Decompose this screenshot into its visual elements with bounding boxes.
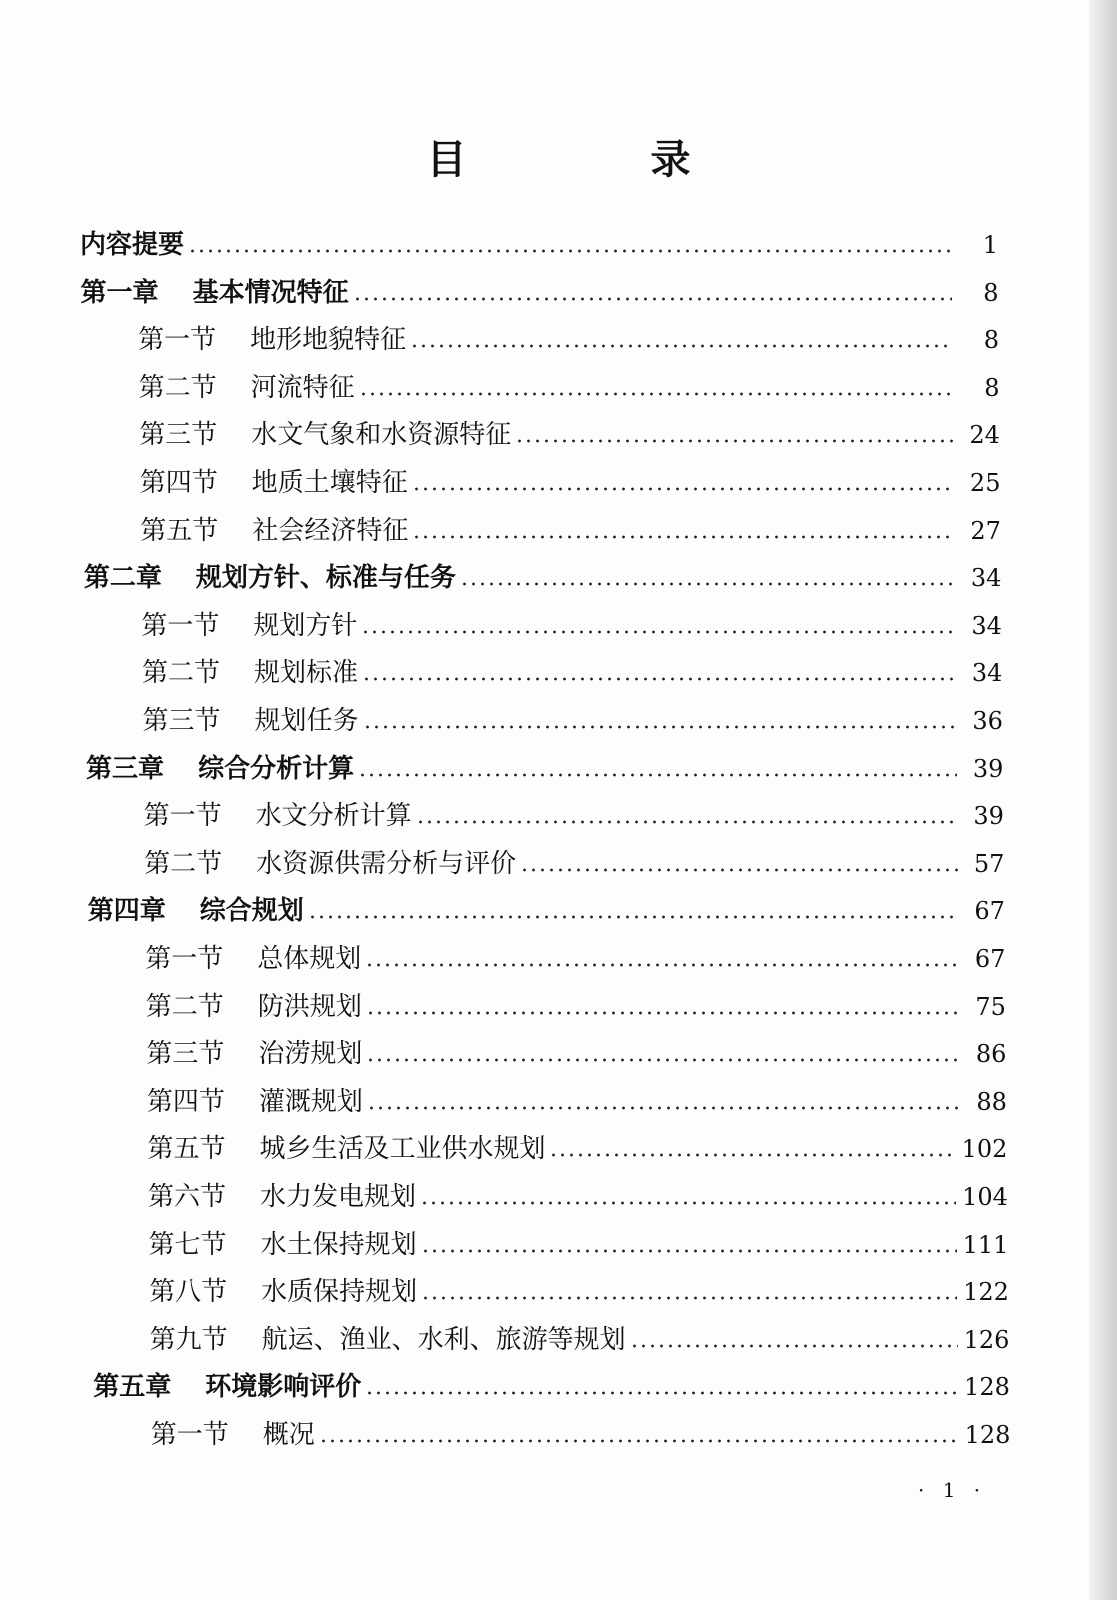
- toc-entry-title: 综合规划: [199, 896, 304, 927]
- toc-dot-leader: [421, 1248, 957, 1254]
- toc-entry-number: 第三节: [142, 706, 221, 736]
- toc-entry-number: 第七节: [148, 1229, 227, 1260]
- toc-entry-title: 社会经济特征: [252, 515, 409, 546]
- toc-entry-number: 第二节: [145, 991, 224, 1022]
- toc-entry-title: 水文气象和水资源特征: [251, 420, 512, 451]
- toc-entry-number: 第四章: [87, 896, 166, 927]
- toc-dot-leader: [358, 772, 957, 778]
- page-edge-shadow: [1089, 0, 1117, 1600]
- toc-entry-title: 环境影响评价: [205, 1372, 362, 1403]
- toc-entry-title: 防洪规划: [257, 991, 362, 1022]
- toc-dot-leader: [353, 296, 953, 302]
- toc-entry-title: 基本情况特征: [192, 277, 349, 308]
- toc-dot-leader: [361, 629, 956, 635]
- toc-entry-page: 8: [984, 373, 1000, 402]
- toc-entry: [81, 270, 999, 310]
- toc-entry-page: 8: [983, 278, 999, 307]
- toc-entry: [139, 365, 1000, 405]
- toc-dot-leader: [421, 1295, 957, 1301]
- toc-dot-leader: [460, 581, 956, 587]
- toc-entry-number: 第二章: [83, 563, 162, 594]
- toc-entry-number: 第九节: [149, 1324, 228, 1355]
- toc-entry-page: 126: [963, 1325, 1010, 1354]
- toc-entry: [139, 412, 1000, 452]
- toc-dot-leader: [412, 534, 955, 540]
- toc-entry-page: 104: [962, 1183, 1008, 1211]
- toc-entry: [86, 746, 1003, 786]
- toc-entry: [140, 460, 1001, 500]
- toc-dot-leader: [188, 248, 952, 254]
- page-number: · 1 ·: [918, 1478, 987, 1502]
- toc-entry: [146, 984, 1006, 1024]
- toc-entry-page: 102: [961, 1135, 1008, 1164]
- toc-dot-leader: [319, 1438, 959, 1444]
- toc-dot-leader: [549, 1152, 955, 1158]
- toc-entry: [144, 793, 1004, 833]
- toc-entry-number: 第五章: [93, 1372, 172, 1403]
- toc-entry-title: 水土保持规划: [260, 1229, 417, 1260]
- toc-entry-title: 内容提要: [80, 230, 185, 260]
- toc-entry-title: 城乡生活及工业供水规划: [259, 1134, 546, 1165]
- toc-entry: [138, 317, 999, 357]
- toc-entry-number: 第二节: [141, 658, 220, 689]
- toc-entry-number: 第三章: [86, 753, 165, 784]
- toc-entry: [141, 603, 1002, 643]
- toc-entry-title: 综合分析计算: [198, 753, 355, 784]
- toc-entry: [147, 1126, 1007, 1166]
- toc-entry-title: 治涝规划: [258, 1039, 363, 1070]
- toc-dot-leader: [520, 867, 958, 873]
- toc-entry-page: 86: [975, 1040, 1007, 1069]
- toc-entry: [143, 698, 1003, 738]
- toc-dot-leader: [363, 724, 957, 730]
- toc-entry: [151, 1412, 1011, 1452]
- toc-entry-title: 规划方针: [253, 610, 358, 641]
- toc-entry-number: 第一节: [141, 610, 220, 641]
- toc-entry: [150, 1317, 1010, 1357]
- toc-entry-page: 128: [964, 1373, 1010, 1402]
- toc-entry-page: 67: [974, 897, 1005, 926]
- toc-dot-leader: [359, 391, 954, 397]
- toc-entry-title: 地形地貌特征: [250, 325, 407, 356]
- toc-entry-number: 第四节: [146, 1086, 225, 1117]
- toc-dot-leader: [412, 486, 955, 492]
- toc-entry: [140, 508, 1001, 548]
- toc-entry-number: 第一节: [138, 325, 217, 356]
- toc-entry-number: 第一节: [145, 944, 224, 974]
- toc-entry-page: 36: [972, 707, 1003, 735]
- toc-entry: [145, 936, 1005, 976]
- toc-entry-page: 27: [970, 516, 1001, 545]
- toc-entry: [80, 222, 998, 262]
- toc-entry-page: 39: [973, 802, 1004, 831]
- toc-entry: [142, 650, 1003, 690]
- toc-entry-number: 第三节: [146, 1039, 225, 1070]
- toc-entry-number: 第三节: [139, 420, 218, 451]
- toc-entry-page: 34: [970, 564, 1002, 593]
- toc-entry-title: 概况: [262, 1420, 315, 1450]
- toc-entry-page: 24: [969, 421, 1000, 450]
- toc-dot-leader: [366, 1057, 960, 1063]
- toc-dot-leader: [367, 1105, 961, 1111]
- toc-dot-leader: [420, 1200, 956, 1206]
- toc-entry-title: 航运、渔业、水利、旅游等规划: [261, 1324, 626, 1355]
- toc-entry-page: 34: [971, 659, 1003, 688]
- toc-entry-number: 第一章: [80, 277, 159, 308]
- toc-entry-page: 111: [962, 1230, 1009, 1259]
- toc-entry: [149, 1269, 1009, 1309]
- toc-entry-title: 规划标准: [253, 658, 358, 689]
- toc-entry: [93, 1364, 1010, 1404]
- toc-entry-page: 57: [973, 849, 1005, 878]
- toc-entry-page: 88: [976, 1087, 1007, 1116]
- toc-entry-page: 1: [982, 231, 998, 259]
- toc-entry-number: 第五节: [147, 1134, 226, 1165]
- toc-dot-leader: [308, 914, 959, 920]
- toc-entry: [146, 1031, 1006, 1071]
- toc-entry-title: 规划方针、标准与任务: [195, 563, 456, 594]
- toc-entry: [84, 555, 1002, 595]
- toc-entry-page: 8: [983, 326, 999, 355]
- toc-entry: [147, 1079, 1007, 1119]
- toc-dot-leader: [630, 1343, 958, 1349]
- toc-entry-number: 第六节: [148, 1182, 227, 1212]
- toc-entry-number: 第二节: [144, 848, 223, 879]
- toc-dot-leader: [365, 1390, 958, 1396]
- toc-entry-number: 第四节: [139, 468, 218, 498]
- toc-dot-leader: [416, 819, 958, 825]
- toc-entry-page: 25: [969, 469, 1001, 497]
- toc-entry-number: 第一节: [150, 1420, 229, 1450]
- toc-entry-title: 地质土壤特征: [251, 468, 408, 498]
- toc-entry-number: 第八节: [149, 1277, 228, 1308]
- toc-dot-leader: [410, 343, 953, 349]
- toc-entry-number: 第一节: [143, 801, 222, 832]
- toc-entry: [144, 841, 1004, 881]
- toc-entry-title: 河流特征: [250, 372, 355, 403]
- toc-entry-title: 规划任务: [254, 706, 359, 736]
- toc-entry-page: 128: [964, 1421, 1011, 1449]
- toc-dot-leader: [515, 438, 954, 444]
- toc-entry-page: 122: [963, 1278, 1009, 1307]
- toc-dot-leader: [366, 1010, 960, 1016]
- toc-entry-number: 第二节: [138, 372, 217, 403]
- toc-entry: [88, 888, 1005, 928]
- toc-entry-page: 39: [972, 754, 1004, 783]
- toc-entry-page: 75: [975, 992, 1006, 1021]
- toc-entry-page: 67: [974, 945, 1006, 973]
- toc-dot-leader: [365, 962, 959, 968]
- toc-entry: [148, 1174, 1008, 1214]
- page-title: 目 录: [426, 137, 763, 183]
- toc-entry-title: 总体规划: [257, 944, 362, 974]
- toc-entry-title: 水力发电规划: [260, 1182, 417, 1212]
- toc-entry-title: 水资源供需分析与评价: [256, 848, 517, 879]
- toc-entry-number: 第五节: [140, 515, 219, 546]
- toc-entry-page: 34: [971, 611, 1002, 640]
- toc-entry-title: 水文分析计算: [255, 801, 412, 832]
- toc-entry-title: 灌溉规划: [258, 1086, 363, 1117]
- toc-entry: [149, 1222, 1009, 1262]
- toc-entry-title: 水质保持规划: [261, 1277, 418, 1308]
- toc-dot-leader: [362, 676, 956, 682]
